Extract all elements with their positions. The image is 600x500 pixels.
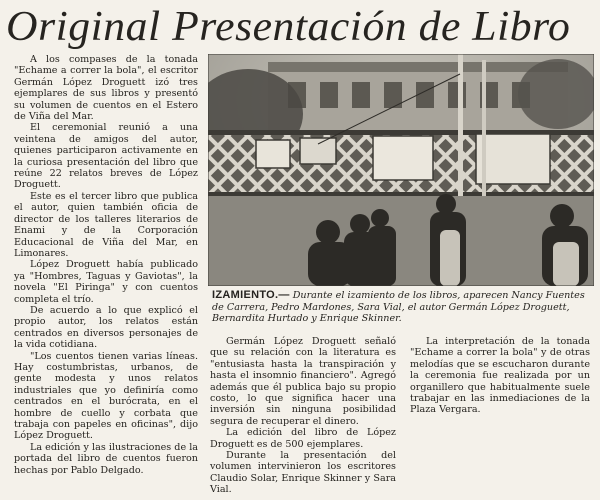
- paragraph: López Droguett había publicado ya "Hombres, Taguas y Gaviotas", la novela "El Piringa" y con cuentos completa el trío.: [14, 259, 198, 305]
- left-column: [14, 54, 198, 494]
- paragraph: La interpretación de la tonada "Echame a correr la bola" y de otras melodías que se escucharon durante la ceremonia fue realizada por un organillero que habitualmente suele trabajar en las inmediaciones de la Plaza Vergara.: [410, 336, 590, 416]
- paragraph: Este es el tercer libro que publica el autor, quien también oficia de director de los talleres literarios de Enami y de la Corporación Educacional de Viña del Mar, en Limonares.: [14, 190, 198, 259]
- paragraph: La edición y las ilustraciones de la portada del libro de cuentos fueron hechas por Pablo Delgado.: [14, 441, 198, 476]
- paragraph: De acuerdo a lo que explicó el propio autor, los relatos están centrados en diversos personajes de la vida cotidiana.: [14, 304, 198, 351]
- paragraph: Germán López Droguett señaló que su relación con la literatura es "entusiasta hasta la transpiración y hasta el insomnio financiero". Agregó además que él publica bajo su propio costo, lo que significa hacer una inversión sin ninguna posibilidad segura de recuperar el dinero.: [210, 336, 396, 427]
- photo-caption: [212, 290, 592, 332]
- news-photo: [208, 54, 594, 286]
- right-column: [410, 336, 590, 496]
- paragraph: La edición del libro de López Droguett es de 500 ejemplares.: [210, 427, 396, 450]
- paragraph: Durante la presentación del volumen intervinieron los escritores Claudio Solar, Enrique Skinner y Sara Vial.: [210, 450, 396, 496]
- paragraph: "Los cuentos tienen varias líneas. Hay costumbristas, urbanos, de gente modesta y unos relatos industriales que yo definiría como centrados en el burócrata, en el hombre de cuello y corbata que trabaja con papeles en oficinas", dijo López Droguett.: [14, 350, 198, 442]
- headline: Original Presentación de Libro: [6, 4, 571, 50]
- paragraph: El ceremonial reunió a una veintena de amigos del autor, quienes participaron activamente en la curiosa presentación del libro que reúne 22 relatos breves de López Droguett.: [14, 122, 198, 191]
- paragraph: A los compases de la tonada "Echame a correr la bola", el escritor Germán López Droguett izó tres ejemplares de sus libros y presentó su volumen de cuentos en el Estero de Viña del Mar.: [14, 54, 198, 123]
- middle-column: [210, 336, 396, 496]
- caption-lead: IZAMIENTO.—: [212, 289, 290, 301]
- caption-text: Durante el izamiento de los libros, aparecen Nancy Fuentes de Carrera, Pedro Mardones, Sara Vial, el autor Germán López Droguett, Bernardita Hurtado y Enrique Skinner.: [212, 290, 585, 325]
- photo-illustration: [208, 54, 594, 286]
